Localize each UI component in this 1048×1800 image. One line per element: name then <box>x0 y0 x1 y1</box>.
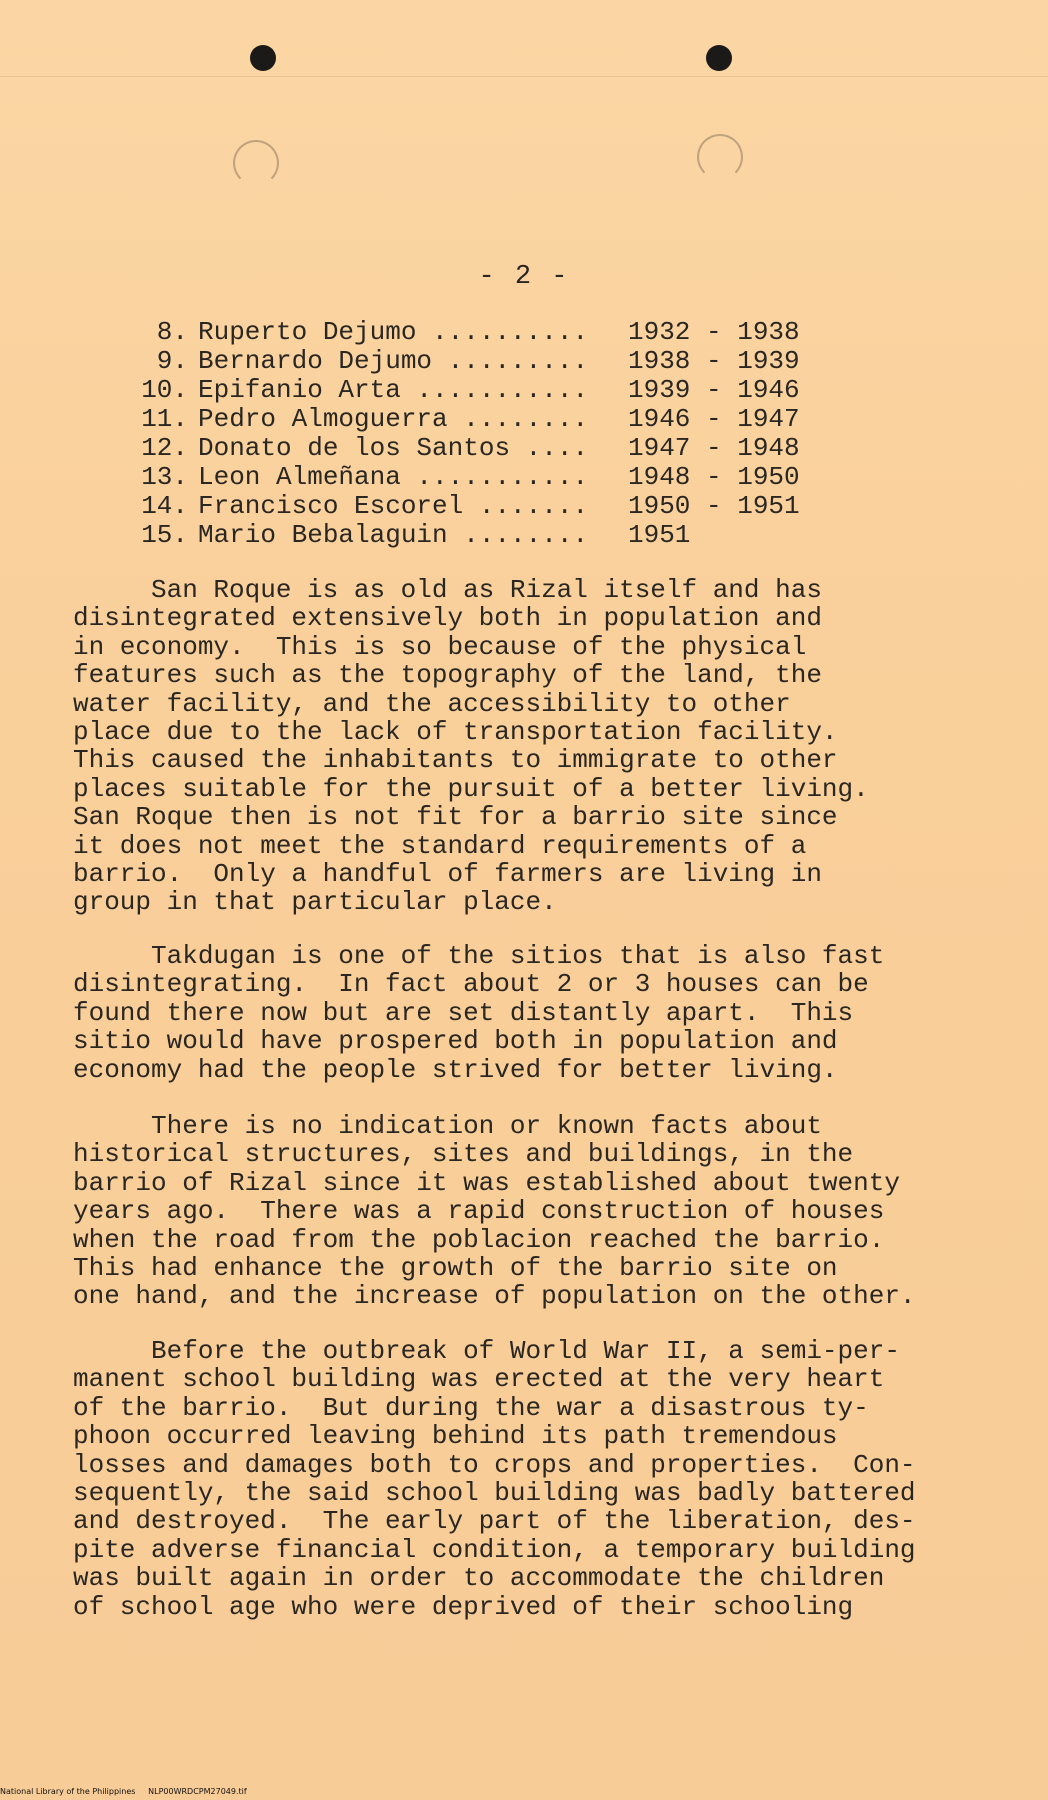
roster-row: 13. Leon Almeñana ........... 1948 - 1950 <box>141 462 800 492</box>
paragraph-school-building: Before the outbreak of World War II, a semi-per- manent school building was erected at the very heart of the barrio. But during the war a disastrous ty- phoon occurred leaving behind its path tremendous losses and damages both to crops and properties. Con- sequently, the said school building was badly battered and destroyed. The early part of the liberation, des- pite adverse financial condition, a temporary building was built again in order to accommodate the children of school age who were deprived of their schooling <box>73 1336 916 1622</box>
paragraph-historical-structures: There is no indication or known facts about historical structures, sites and buildings, in the barrio of Rizal since it was established about twenty years ago. There was a rapid construction of houses when the road from the poblacion reached the barrio. This had enhance the growth of the barrio site on one hand, and the increase of population on the other. <box>73 1111 916 1312</box>
teacher-roster <box>124 318 848 550</box>
roster-row: 9. Bernardo Dejumo ......... 1938 - 1939 <box>156 346 800 376</box>
roster-row: 12. Donato de los Santos .... 1947 - 1948 <box>141 433 800 463</box>
roster-row: 8. Ruperto Dejumo .......... 1932 - 1938 <box>156 317 800 347</box>
page-number: - 2 - <box>478 262 570 292</box>
paragraph-takdugan: Takdugan is one of the sitios that is also fast disintegrating. In fact about 2 or 3 houses can be found there now but are set distantly apart. This sitio would have prospered both in population and economy had the people strived for better living. <box>73 941 885 1085</box>
roster-row: 10. Epifanio Arta ........... 1939 - 1946 <box>141 375 800 405</box>
punch-hole-right-icon <box>706 45 732 71</box>
roster-row: 15. Mario Bebalaguin ........ 1951 <box>141 520 691 550</box>
paragraph-san-roque: San Roque is as old as Rizal itself and has disintegrated extensively both in population and in economy. This is so because of the physical features such as the topography of the land, the water facility, and the accessibility to other place due to the lack of transportation facility. This caused the inhabitants to immigrate to other places suitable for the pursuit of a better living. San Roque then is not fit for a barrio site since it does not meet the standard requirements of a barrio. Only a handful of farmers are living in group in that particular place. <box>73 575 869 918</box>
scan-footer: National Library of the Philippines NLP00WRDCPM27049.tif <box>0 1787 247 1796</box>
punch-hole-left-icon <box>250 45 276 71</box>
ring-mark-left-icon <box>233 140 279 186</box>
roster-row: 11. Pedro Almoguerra ........ 1946 - 1947 <box>141 404 800 434</box>
roster-row: 14. Francisco Escorel ....... 1950 - 1951 <box>141 491 800 521</box>
ring-mark-right-icon <box>697 134 743 180</box>
fold-line <box>0 76 1048 77</box>
